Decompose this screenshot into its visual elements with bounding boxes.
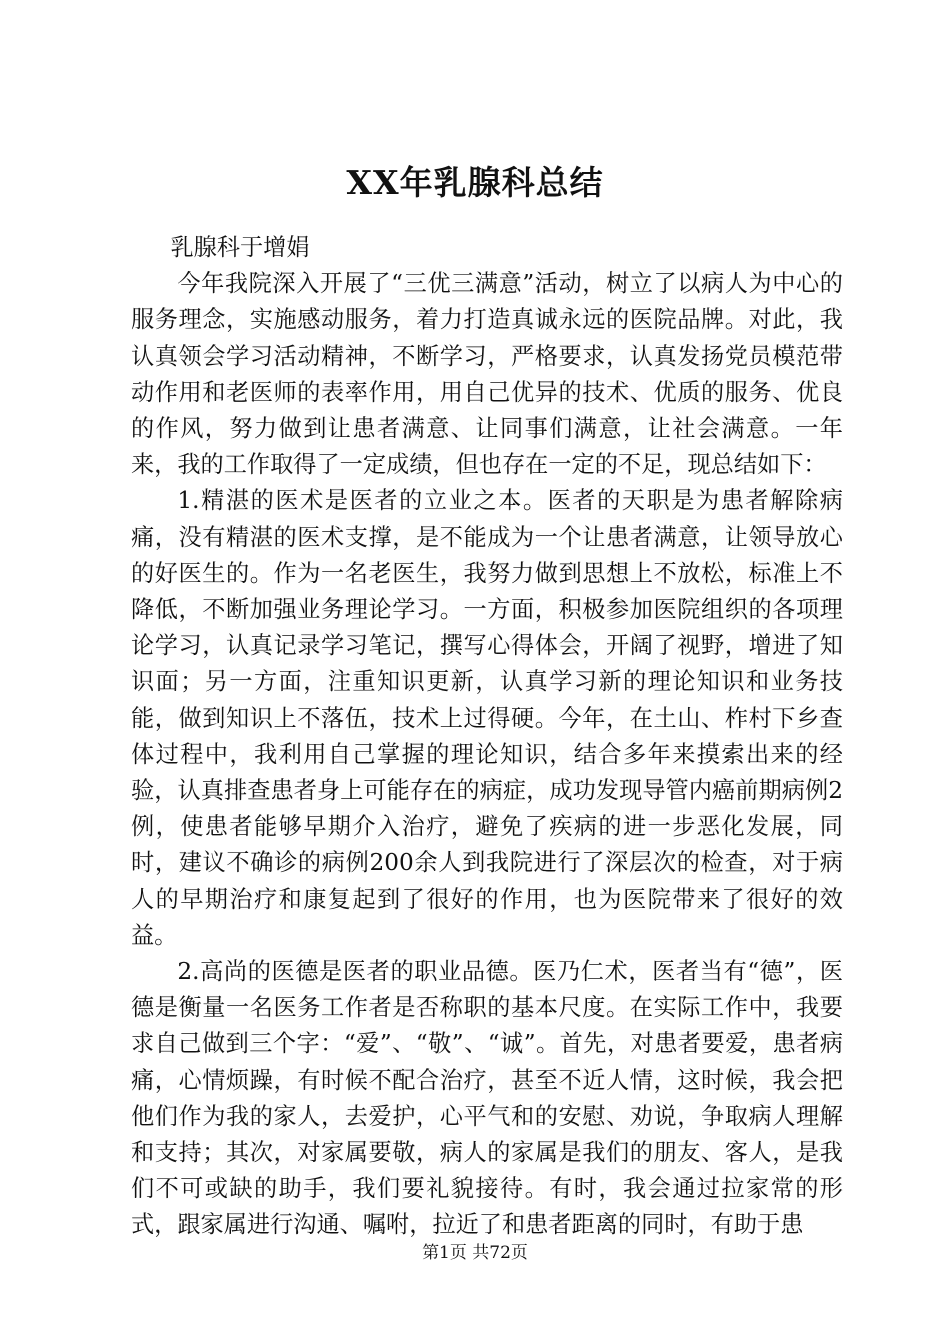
author-line: 乳腺科于增娟 — [170, 234, 310, 261]
paragraph-section-1: 1.精湛的医术是医者的立业之本。医者的天职是为患者解除病痛，没有精湛的医术支撑，是不能成为一个让患者满意，让领导放心的好医生的。作为一名老医生，我努力做到思想上不放松，标准上不降低，不断加强业务理论学习。一方面，积极参加医院组织的各项理论学习，认真记录学习笔记，撰写心得体会，开阔了视野，增进了知识面；另一方面，注重知识更新，认真学习新的理论知识和业务技能，做到知识上不落伍，技术上过得硬。今年，在土山、柞村下乡查体过程中，我利用自己掌握的理论知识，结合多年来摸索出来的经验，认真排查患者身上可能存在的病症，成功发现导管内癌前期病例2例，使患者能够早期介入治疗，避免了疾病的进一步恶化发展，同时，建议不确诊的病例200余人到我院进行了深层次的检查，对于病人的早期治疗和康复起到了很好的作用，也为医院带来了很好的效益。 — [131, 487, 843, 949]
page-footer: 第1页 共72页 — [422, 1243, 528, 1263]
document-body — [131, 230, 843, 1244]
document-title: XX年乳腺科总结 — [346, 163, 604, 202]
paragraph-section-2: 2.高尚的医德是医者的职业品德。医乃仁术，医者当有“德”，医德是衡量一名医务工作者是否称职的基本尺度。在实际工作中，我要求自己做到三个字：“爱”、“敬”、“诚”。首先，对患者要爱，患者病痛，心情烦躁，有时候不配合治疗，甚至不近人情，这时候，我会把他们作为我的家人，去爱护，心平气和的安慰、劝说，争取病人理解和支持；其次，对家属要敬，病人的家属是我们的朋友、客人，是我们不可或缺的助手，我们要礼貌接待。有时，我会通过拉家常的形式，跟家属进行沟通、嘱咐，拉近了和患者距离的同时，有助于患 — [131, 958, 843, 1239]
paragraph-intro: 今年我院深入开展了“三优三满意”活动，树立了以病人为中心的服务理念，实施感动服务，着力打造真诚永远的医院品牌。对此，我认真领会学习活动精神，不断学习，严格要求，认真发扬党员模范带动作用和老医师的表率作用，用自己优异的技术、优质的服务、优良的作风，努力做到让患者满意、让同事们满意，让社会满意。一年来，我的工作取得了一定成绩，但也存在一定的不足，现总结如下： — [131, 270, 843, 479]
